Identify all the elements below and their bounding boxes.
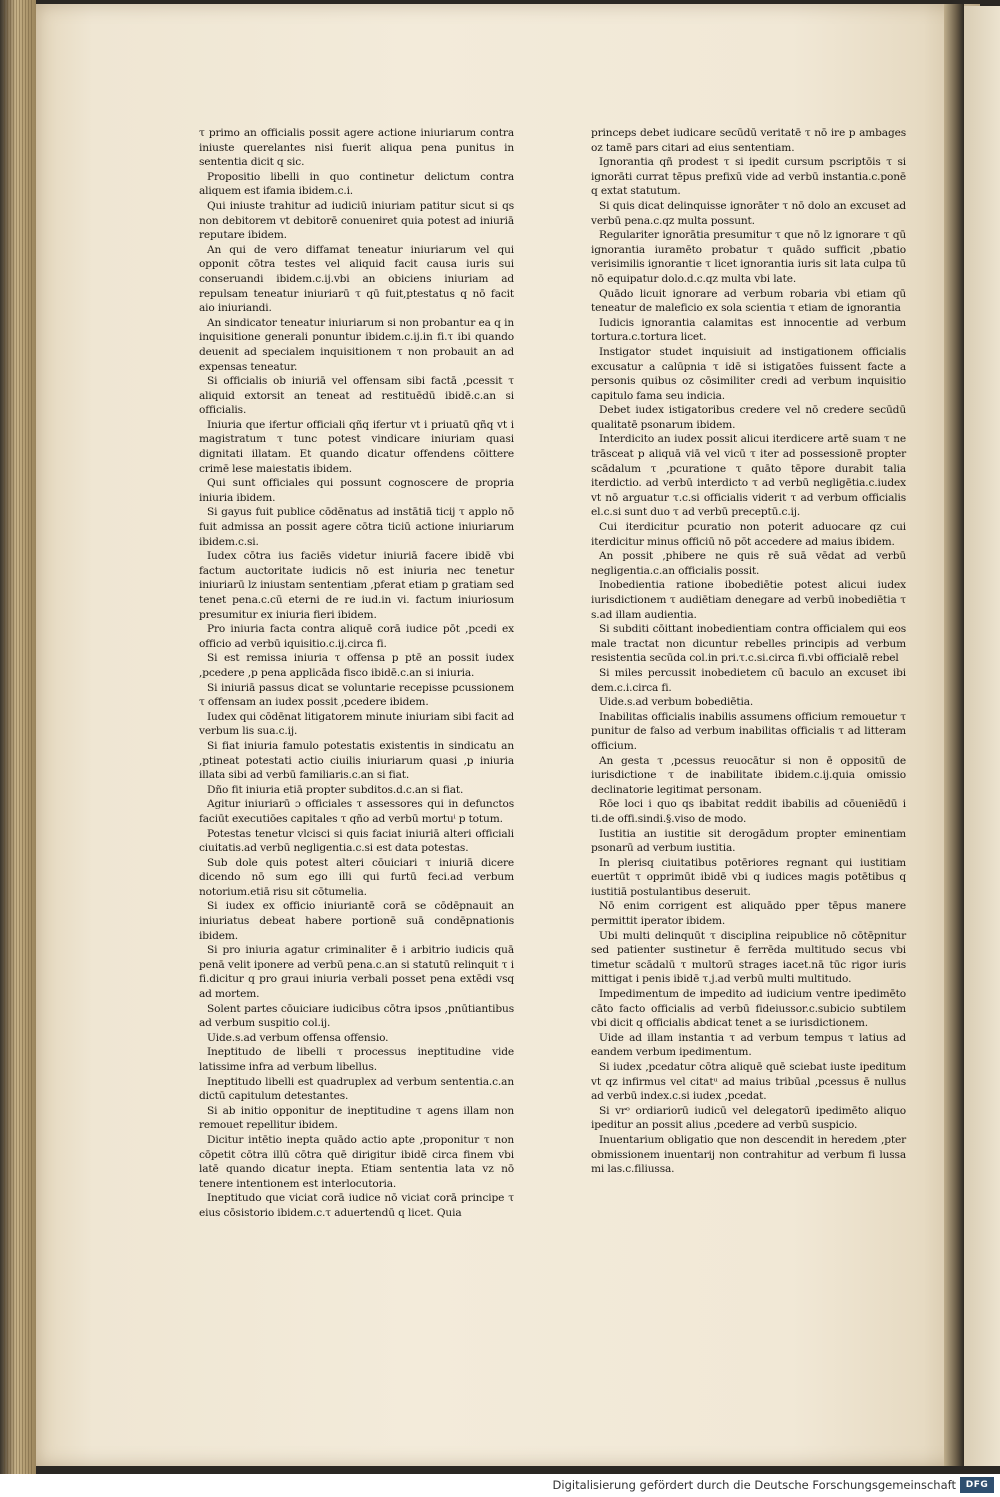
text-paragraph: Si pro iniuria agatur criminaliter ē i arbitrio iudicis quā penā velit iponere ad verbū pena.c.an si statutū relinquit τ i fi.dicitur q pro graui iniuria verbali posset pena extēdi vsq ad mortem. (199, 944, 514, 1001)
text-paragraph: Si ab initio opponitur de ineptitudine τ agens illam non remouet repellitur ibidem. (199, 1104, 514, 1132)
text-paragraph: Interdicito an iudex possit alicui iterdicere artē suam τ ne trāsceat p aliquā viā vel vicū τ iter ad possessionē propter scādalum τ ,pcuratione τ quāto tēpore durabit talia iterdictio. ad verbū interdicto τ ad verbū negligētia.c.iudex vt nō arguatur τ.c.si officialis viderit τ ad verbum officialis el.c.si sunt duo τ ad verbū preceptū.c.ij. (591, 433, 906, 519)
text-column-right (591, 126, 906, 1177)
text-paragraph: Impedimentum de impedito ad iudicium ventre ipedimēto cāto facto officialis ad verbū fideiussor.c.subicio subtilem vbi dicit q officialis abdicat tenet a se iurisdictionem. (591, 988, 906, 1030)
text-paragraph: Nō enim corrigent est aliquādo pper tēpus manere permittit iperator ibidem. (591, 900, 906, 928)
text-paragraph: Ineptitudo de libelli τ processus ineptitudine vide latissime infra ad verbum libellus. (199, 1046, 514, 1073)
text-paragraph: Si quis dicat delinquisse ignorāter τ nō dolo an excuset ad verbū pena.c.qz multa possunt. (591, 199, 906, 227)
text-paragraph: Qui iniuste trahitur ad iudiciū iniuriam patitur sicut si qs non debitorem vt debitorē conueniret quia potest ad iniuriā reputare ibidem. (199, 199, 514, 242)
text-paragraph: Pro iniuria facta contra aliquē corā iudice pōt ,pcedi ex officio ad verbū iquisitio.c.ij.circa fi. (199, 623, 514, 650)
dfg-logo: DFG (960, 1477, 994, 1493)
text-paragraph: Si miles percussit inobedietem cū baculo an excuset ibi dem.c.i.circa fi. (591, 666, 906, 694)
text-paragraph: Iniuria que ifertur officiali qñq ifertur vt i priuatū qñq vt i magistratum τ tunc potest vindicare iniuriam quasi dignitati illatam. Et quando dicatur offendens cōittere crimē lese maiestatis ibidem. (199, 418, 514, 475)
text-paragraph: An gesta τ ,pcessus reuocātur si non ē oppositū de iurisdictione τ de inabilitate ibidem.c.ij.quia omissio declinatorie legitimat personam. (591, 754, 906, 796)
book-block-edge (0, 0, 36, 1474)
text-paragraph: Uide.s.ad verbum bobediētia. (599, 696, 754, 709)
text-paragraph: Cui iterdicitur pcuratio non poterit aduocare qz cui iterdicitur minus officiū nō pōt accedere ad maius ibidem. (591, 521, 906, 548)
text-paragraph: In plerisq ciuitatibus potēriores regnant qui iustitiam euertūt τ opprimūt ibidē vbi q iudices magis potētibus q iustitiā postulantibus deseruit. (591, 856, 906, 898)
text-paragraph: Si gayus fuit publice cōdēnatus ad instātiā ticij τ applo nō fuit admissa an possit agere cōtra ticiū actione iniuriarum ibidem.c.si. (199, 506, 514, 548)
text-paragraph: Debet iudex istigatoribus credere vel nō credere secūdū qualitatē psonarum ibidem. (591, 404, 906, 431)
text-paragraph: Propositio libelli in quo continetur delictum contra aliquem est ifamia ibidem.c.i. (199, 170, 514, 198)
text-paragraph: Dño fit iniuria etiā propter subditos.d.c.an si fiat. (207, 783, 464, 796)
funding-credit: Digitalisierung gefördert durch die Deutsche Forschungsgemeinschaft (552, 1478, 956, 1492)
text-paragraph: princeps debet iudicare secūdū veritatē τ nō ire p ambages oz tamē pars citari ad eius sententiam. (591, 127, 906, 154)
text-paragraph: Uide ad illam instantia τ ad verbum tempus τ latius ad eandem verbum ipedimentum. (591, 1031, 906, 1059)
text-paragraph: An sindicator teneatur iniuriarum si non probantur ea q in inquisitione generali ponuntur ibidem.c.ij.in fi.τ ibi quando deuenit ad specialem inquisitionem τ non probauit an ad expensas teneatur. (199, 316, 514, 373)
text-paragraph: Sub dole quis potest alteri cōuiciari τ iniuriā dicere dicendo nō sum ego illi qui furtū feci.ad verbum notorium.etiā risu sit cōtumelia. (199, 856, 514, 898)
text-paragraph: Si iudex ,pcedatur cōtra aliquē quē sciebat iuste ipeditum vt qz infirmus vel citatᵘ ad maius tribūal ,pcessus ē nullus ad verbū index.c.si iudex ,pcedat. (591, 1061, 906, 1103)
adjacent-page-edge (964, 6, 1000, 1466)
text-paragraph: Si est remissa iniuria τ offensa p ptē an possit iudex ,pcedere ,p pena applicāda fisco ibidē.c.an si iniuria. (199, 652, 514, 679)
text-paragraph: Iudex cōtra ius faciēs videtur iniuriā facere ibidē vbi factum auctoritate iudicis nō est iniuria nec tenetur iniuriarū lz iniustam sententiam ,pferat etiam p gratiam sed tenet pena.c.cū eterni de re iud.in vi. factum iniuriosum presumitur ex iniuria fieri ibidem. (199, 550, 514, 621)
text-paragraph: Si vrᵒ ordiariorū iudicū vel delegatorū ipedimēto aliquo ipeditur an possit alius ,pcedere ad verbū suspicio. (591, 1104, 906, 1132)
text-paragraph: Rōe loci i quo qs ibabitat reddit ibabilis ad cōueniēdū i ti.de offi.sindi.§.viso de modo. (591, 798, 906, 825)
text-paragraph: Ignorantia qñ prodest τ si ipedit cursum pscriptōis τ si ignorāti currat tēpus prefixū vide ad verbū instantia.c.ponē q extat statutum. (591, 156, 906, 198)
footer-bar (0, 1474, 1000, 1497)
text-paragraph: Solent partes cōuiciare iudicibus cōtra ipsos ,pnūtiantibus ad verbum suspitio col.ij. (199, 1002, 514, 1030)
text-paragraph: Si fiat iniuria famulo potestatis existentis in sindicatu an ,ptineat potestati actio ciuilis iniuriarum quasi ,p iniuria illata sibi ad verbū familiaris.c.an si fiat. (199, 739, 514, 782)
text-paragraph: Instigator studet inquisiuit ad instigationem officialis excusatur a calūpnia τ idē si istigatōes fuissent facte a personis quibus oz cōsimiliter credi ad verbum inquisitio capitulo fama seu indicia. (591, 345, 906, 402)
text-paragraph: Inuentarium obligatio que non descendit in heredem ,pter obmissionem inuentarij non contrahitur ad verbum fi lussa mi las.c.filiussa. (591, 1133, 906, 1176)
text-paragraph: Regulariter ignorātia presumitur τ que nō lz ignorare τ qū ignorantia iuramēto probatur τ quādo sufficit ,pbatio verisimilis ignorantie τ licet ignorantia iuris sit lata culpa tū nō equipatur dolo.d.c.qz multa vbi late. (591, 229, 906, 285)
text-paragraph: Si subditi cōittant inobedientiam contra officialem qui eos male tractat non dicuntur rebelles principis ad verbum resistentia secūda col.in pri.τ.c.si.circa fi.vbi officialē rebel (591, 623, 906, 665)
text-paragraph: Inabilitas officialis inabilis assumens officium remouetur τ punitur de falso ad verbum inabilitas officialis τ ad litteram officium. (591, 710, 906, 752)
page-gutter (944, 4, 964, 1466)
text-paragraph: Iudex qui cōdēnat litigatorem minute iniuriam sibi facit ad verbum lis sua.c.ij. (199, 710, 514, 738)
text-paragraph: τ primo an officialis possit agere actione iniuriarum contra iniuste querelantes nisi fuerit aliqua pena punitus in sententia dicit q sic. (199, 127, 514, 169)
text-paragraph: Uide.s.ad verbum offensa offensio. (207, 1031, 389, 1044)
text-paragraph: Iudicis ignorantia calamitas est innocentie ad verbum tortura.c.tortura licet. (591, 316, 906, 344)
text-paragraph: Dicitur intētio inepta quādo actio apte ,proponitur τ non cōpetit cōtra illū cōtra quē dirigitur ibidē circa finem vbi latē quando dicatur inepta. Etiam sententia lata vz nō tenere intentionem est interlocutoria. (199, 1133, 514, 1190)
text-paragraph: Potestas tenetur vlcisci si quis faciat iniuriā alteri officiali ciuitatis.ad verbū negligentia.c.si est data potestas. (199, 827, 514, 855)
text-paragraph: An qui de vero diffamat teneatur iniuriarum vel qui opponit cōtra testes vel aliquid facit causa iuris sui conseruandi ibidem.c.ij.vbi an obiciens iniuriam ad repulsam teneatur iniuriarū τ qū fuit,ptestatus q nō facit aio iniuriandi. (199, 243, 514, 315)
text-paragraph: Si iniuriā passus dicat se voluntarie recepisse pcussionem τ offensam an iudex possit ,pcedere ibidem. (199, 681, 514, 709)
text-paragraph: Inobedientia ratione ibobediētie potest alicui iudex iurisdictionem τ audiētiam denegare ad verbū inobediētia τ s.ad illam audientia. (591, 579, 906, 621)
text-paragraph: Ineptitudo que viciat corā iudice nō viciat corā principe τ eius cōsistorio ibidem.c.τ aduertendū q licet. Quia (199, 1192, 514, 1219)
text-paragraph: Si officialis ob iniuriā vel offensam sibi factā ,pcessit τ aliquid extorsit an teneat ad restituēdū ibidē.c.an si officialis. (199, 375, 514, 417)
text-paragraph: Qui sunt officiales qui possunt cognoscere de propria iniuria ibidem. (199, 477, 514, 504)
text-paragraph: An possit ,phibere ne quis rē suā vēdat ad verbū negligentia.c.an officialis possit. (591, 550, 906, 577)
text-paragraph: Ineptitudo libelli est quadruplex ad verbum sententia.c.an dictū capitulum detestantes. (199, 1075, 514, 1103)
text-paragraph: Agitur iniuriarū ɔ officiales τ assessores qui in defunctos faciūt executiōes capitales τ qño ad verbū mortuⁱ p totum. (199, 798, 514, 825)
text-paragraph: Si iudex ex officio iniuriantē corā se cōdēpnauit an iniuriatus debeat habere portionē suā condēpnationis ibidem. (199, 900, 514, 942)
text-column-left (199, 126, 514, 1221)
text-paragraph: Ubi multi delinquūt τ disciplina reipublice nō cōtēpnitur sed patienter sustinetur ē ferrēda multitudo secus vbi timetur scādalū τ multorū strages iacet.nā tūc rigor iuris mittigat i penis ibidē τ.j.ad verbū multi multitudo. (591, 929, 906, 986)
text-paragraph: Iustitia an iustitie sit derogādum propter eminentiam psonarū ad verbum iustitia. (591, 827, 906, 855)
text-paragraph: Quādo licuit ignorare ad verbum robaria vbi etiam qū teneatur de maleficio ex sola scientia τ etiam de ignorantia (591, 287, 906, 315)
